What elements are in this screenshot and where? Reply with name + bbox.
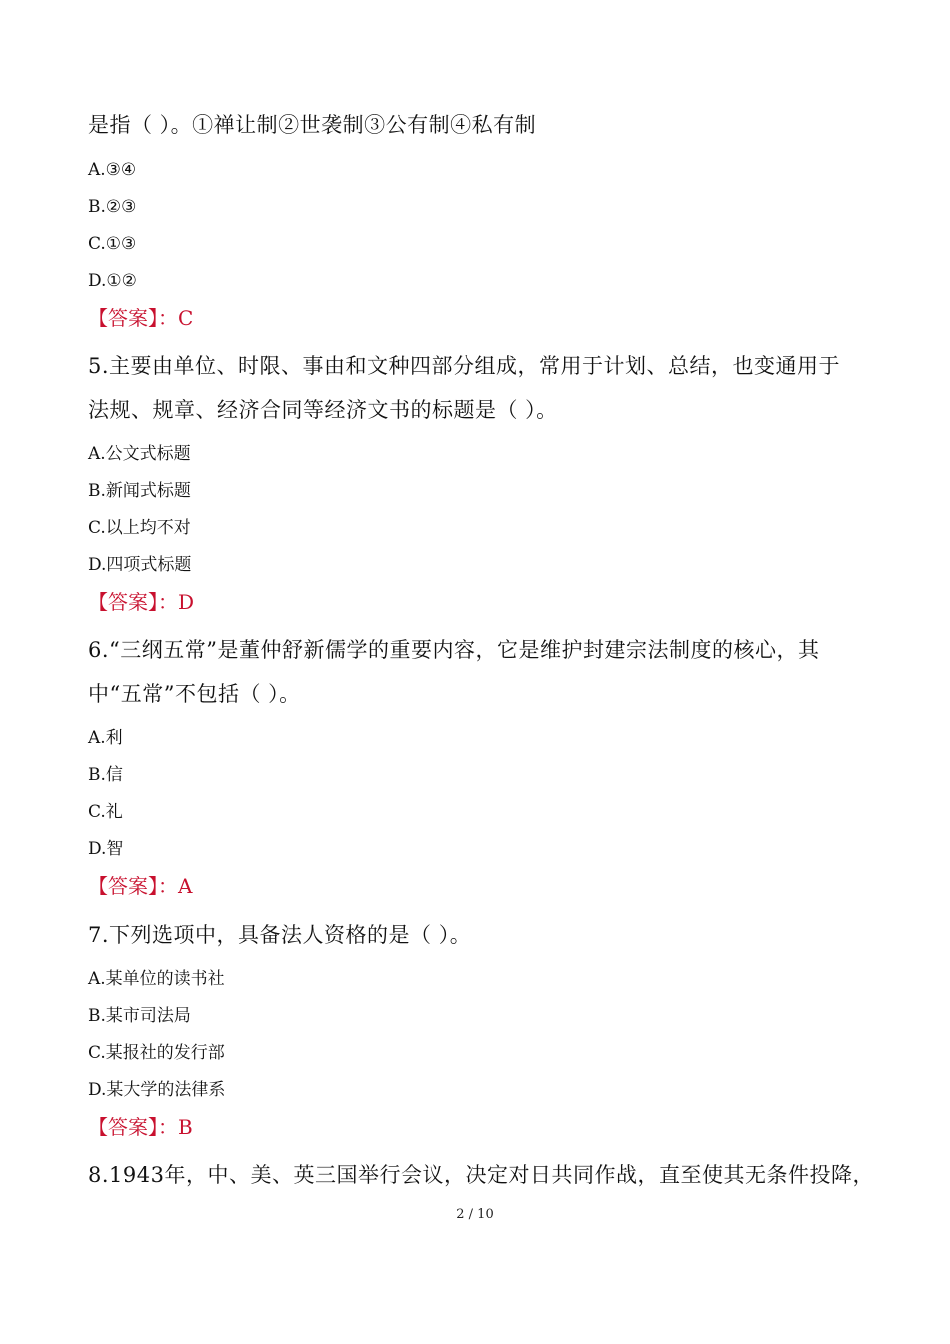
q7-option-a: A.某单位的读书社	[88, 969, 225, 989]
q5-option-b: B.新闻式标题	[88, 481, 191, 501]
q6-option-b: B.信	[88, 765, 123, 785]
q6-stem-line2: 中“五常”不包括（ ）。	[88, 682, 301, 706]
q5-option-d: D.四项式标题	[88, 555, 192, 575]
q4-option-d: D.①②	[88, 271, 137, 291]
q6-option-d: D.智	[88, 839, 124, 859]
q6-option-a: A.利	[88, 728, 123, 748]
page-number: 2 / 10	[456, 1207, 494, 1222]
q5-option-c: C.以上均不对	[88, 518, 191, 538]
q4-option-b: B.②③	[88, 197, 137, 217]
q7-answer: 【答案】：B	[88, 1115, 193, 1139]
q7-option-b: B.某市司法局	[88, 1006, 191, 1026]
q5-answer: 【答案】：D	[88, 590, 195, 614]
q4-option-c: C.①③	[88, 234, 137, 254]
q5-stem-line2: 法规、规章、经济合同等经济文书的标题是（ ）。	[88, 398, 558, 422]
q4-answer: 【答案】：C	[88, 306, 194, 330]
q7-option-c: C.某报社的发行部	[88, 1043, 225, 1063]
q5-option-a: A.公文式标题	[88, 444, 191, 464]
q4-stem: 是指（ ）。①禅让制②世袭制③公有制④私有制	[88, 113, 537, 137]
q6-answer: 【答案】：A	[88, 874, 193, 898]
q8-stem-line1: 8.1943年，中、美、英三国举行会议，决定对日共同作战，直至使其无条件投降，	[88, 1163, 874, 1187]
q5-stem-line1: 5.主要由单位、时限、事由和文种四部分组成，常用于计划、总结，也变通用于	[88, 354, 841, 378]
q6-stem-line1: 6.“三纲五常”是董仲舒新儒学的重要内容，它是维护封建宗法制度的核心，其	[88, 638, 820, 662]
q7-option-d: D.某大学的法律系	[88, 1080, 226, 1100]
q6-option-c: C.礼	[88, 802, 123, 822]
q4-option-a: A.③④	[88, 160, 137, 180]
q7-stem: 7.下列选项中，具备法人资格的是（ ）。	[88, 923, 472, 947]
